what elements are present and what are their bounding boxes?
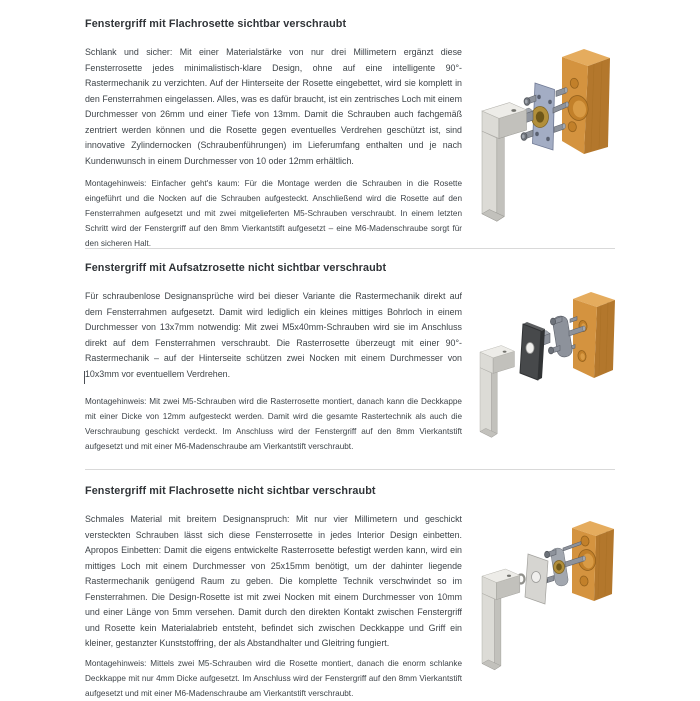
exploded-view-flachrosette-sichtbar-illustration <box>470 46 620 231</box>
montage-paragraph: Montagehinweis: Einfacher geht's kaum: Für die Montage werden die Schrauben in die Rosette eingeführt und die Nocken auf die Schrauben aufgesteckt. Anschließend wird die Rosette auf den Fensterrahmen aufgesetzt und mit zwei mitgelieferten M5-Schrauben verschraubt. In einem letzten Schritt wird der Fenstergriff auf den 8mm Vierkantstift aufgesetzt – eine M6-Madenschraube sorgt für den sicheren Halt. <box>85 179 462 248</box>
window-handle <box>480 346 514 438</box>
body-paragraph: Schmales Material mit breitem Designanspruch: Mit nur vier Millimetern und geschickt versteckten Schrauben lässt sich diese Fensterrosette in jedes Interior Design einbetten. Apropos Einbetten: Damit die eigens entwickelte Rasterrosette befestigt werden kann, wird ein mittiges Loch mit einem Durchmesser von 25x15mm benötigt, um der dahinter liegende Rastermechanik genügend Raum zu geben. Die komplette Technik verschwindet so im Fensterrahmen. Die Design-Rosette ist mit zwei Nocken mit einem Durchmesser von 10mm und einer Länge von 5mm versehen. Damit durch den direkten Kontakt zwischen Fenstergriff und Rosette kein Materialabrieb entsteht, befindet sich zwischen Deckkappe und Griff ein kleiner, gestanzter Kunststoffring, der als Abstandhalter und Gleitring fungiert. <box>85 514 462 648</box>
section-divider <box>85 248 615 249</box>
section-flachrosette-sichtbar <box>85 17 462 251</box>
exploded-view-aufsatzrosette-illustration <box>470 290 620 450</box>
section-divider <box>85 469 615 470</box>
screw <box>521 130 533 140</box>
section-aufsatzrosette <box>85 261 462 454</box>
window-handle <box>482 103 527 222</box>
text-cursor <box>84 371 85 384</box>
body-paragraph: Schlank und sicher: Mit einer Materialstärke von nur drei Millimetern ergänzt diese Fensterrosette jedes minimalistisch-klare Design, ohne auf eine intelligente 90°-Rastermechanik zu verzichten. Auf der Hinterseite der Rosette eingebettet, wird sie komplett in den Fensterrahmen eingelassen. Alles, was es dafür braucht, ist ein zentrisches Loch mit einem Durchmesser von 26mm und einer Tiefe von 13mm. Damit die Schrauben auch fachgemäß zentriert werden können und die Rosette gegen eventuelles Verdrehen geschützt ist, sind innovative Zylindernocken (Schraubenführungen) im Lieferumfang enthalten und je nach Kundenwunsch in einem Durchmesser von 10 oder 12mm erhältlich. <box>85 47 462 166</box>
cover-plate <box>525 554 548 604</box>
section-flachrosette-nicht-sichtbar <box>85 484 462 701</box>
montage-paragraph: Montagehinweis: Mit zwei M5-Schrauben wird die Rasterrosette montiert, danach kann die Deckkappe mit einer Dicke von 12mm aufgesteckt werden. Damit wird die gesamte Rastertechnik als auch die Verschraubung geschickt verdeckt. Im Anschluss wird der Fenstergriff auf den 8mm Vierkantstift aufgesetzt und mit einer M6-Madenschraube am Vierkantstift verschraubt. <box>85 397 462 451</box>
section-heading: Fenstergriff mit Flachrosette nicht sichtbar verschraubt <box>85 485 376 497</box>
section-heading: Fenstergriff mit Flachrosette sichtbar verschraubt <box>85 18 347 30</box>
cover-cap <box>520 322 545 380</box>
wood-block <box>573 292 615 378</box>
exploded-view-flachrosette-nicht-sichtbar-illustration <box>470 518 620 682</box>
montage-paragraph: Montagehinweis: Mittels zwei M5-Schrauben wird die Rosette montiert, danach die enorm schlanke Deckkappe mit nur 4mm Dicke aufgesetzt. Im Anschluss wird der Fenstergriff auf den 8mm Vierkantstift aufgesetzt und mit einer M6-Madenschraube am Vierkantstift verschraubt. <box>85 658 462 698</box>
section-heading: Fenstergriff mit Aufsatzrosette nicht sichtbar verschraubt <box>85 262 387 274</box>
body-paragraph: Für schraubenlose Designansprüche wird bei dieser Variante die Rastermechanik direkt auf dem Fensterrahmen aufgesetzt. Damit wird lediglich ein kleines mittiges Bohrloch in einem Durchmesser von 13x7mm notwendig: Mit zwei M5x40mm-Schrauben wird sie im Anschluss direkt auf dem Fensterrahmen verschraubt. Die Rasterrosette überzeugt mit einer 90°-Rastermechanik – auf der Hinterseite schützen zwei Nocken mit einem Durchmesser von 10x3mm vor eventuellem Verdrehen. <box>85 291 462 379</box>
window-handle <box>482 569 520 670</box>
wood-block <box>562 49 610 154</box>
